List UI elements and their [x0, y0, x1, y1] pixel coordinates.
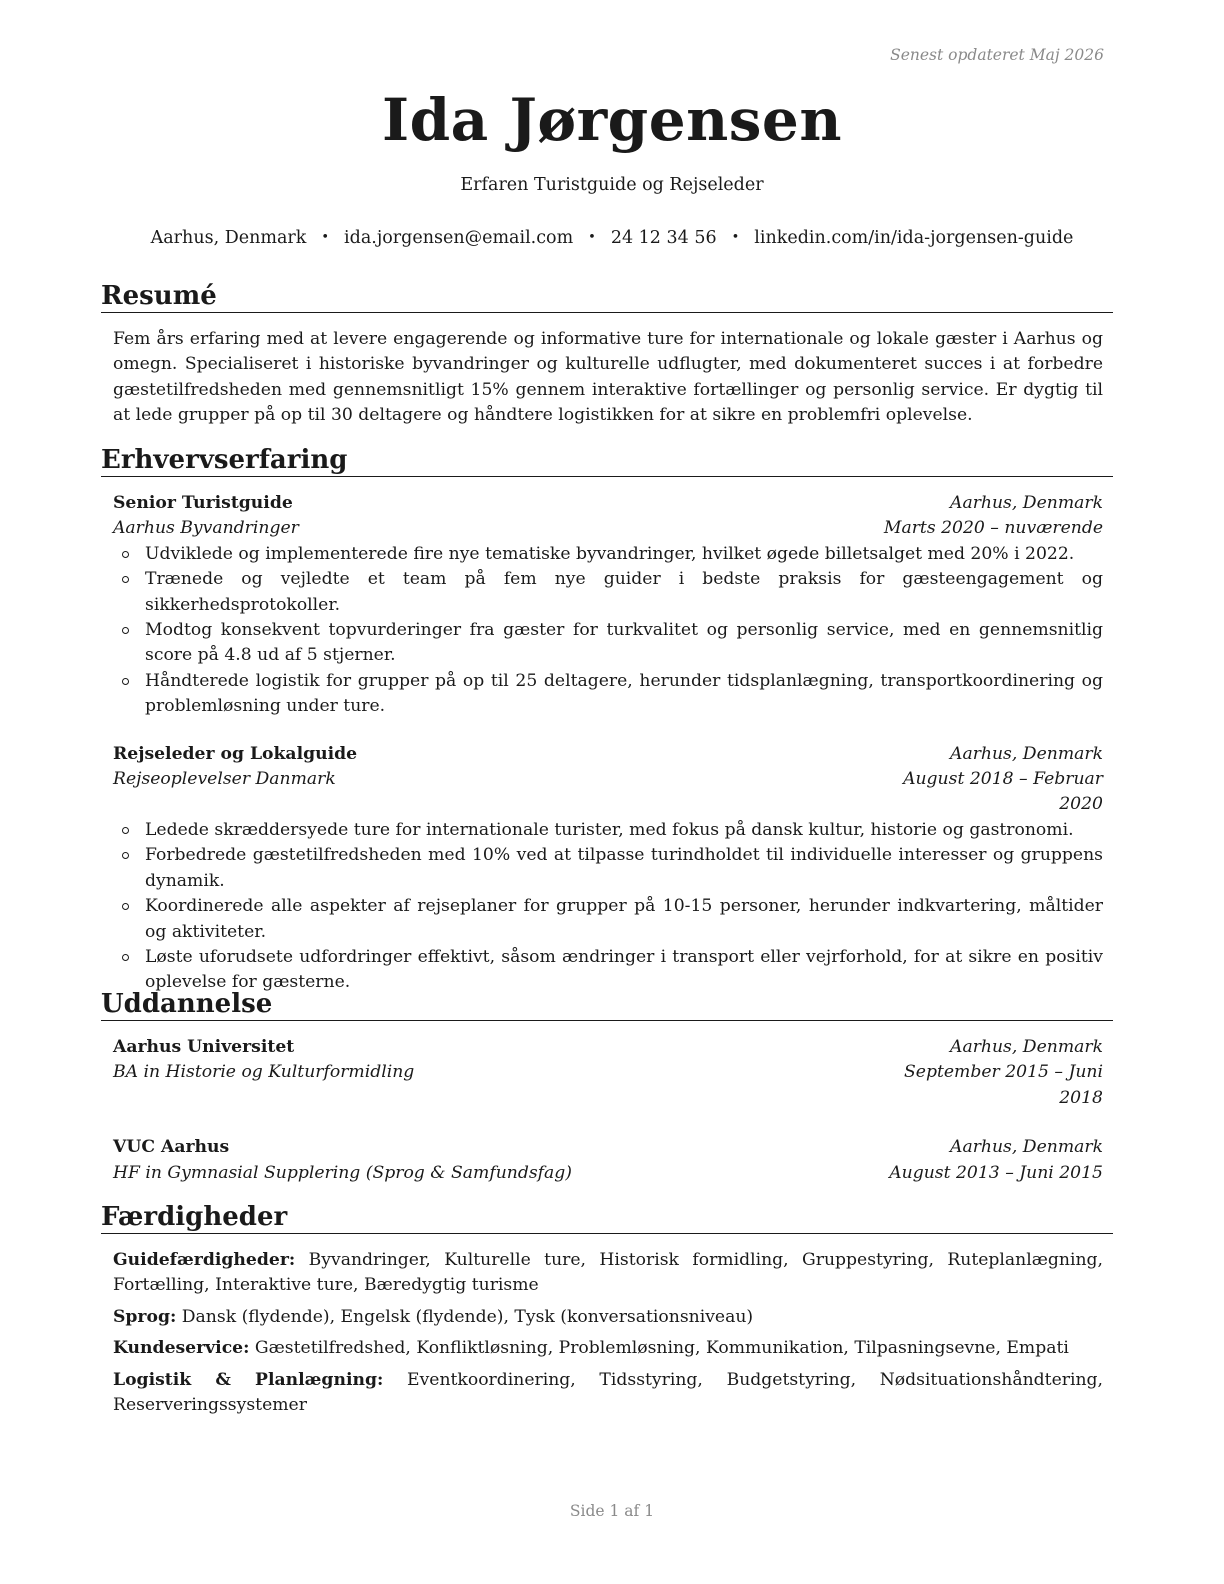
bullet-text: Håndterede logistik for grupper på op til 25 deltagere, herunder tidsplanlægning, transportkoordinering og problemløsning under ture.: [145, 670, 1103, 717]
skill-label: Kundeservice:: [113, 1338, 250, 1359]
skill-value: Byvandringer, Kulturelle ture, Historisk formidling, Gruppestyring, Ruteplanlægning, Fortælling, Interaktive ture, Bæredygtig turisme: [113, 1250, 1103, 1296]
job-location: Aarhus, Denmark: [950, 493, 1103, 513]
skill-label: Logistik & Planlægning:: [113, 1369, 384, 1390]
skill-label: Guidefærdigheder:: [113, 1250, 296, 1270]
section-title-experience: Erhvervserfaring: [101, 444, 1113, 477]
education-entry: [113, 1035, 1103, 1111]
summary-text: Fem års erfaring med at levere engagerende og informative ture for internationale og lokale gæster i Aarhus og omegn. Specialiseret i historiske byvandringer og kulturelle udflugter, med dokumenteret succes i at forbedre gæstetilfredsheden med gennemsnitligt 15% gennem interaktive fortællinger og personlig service. Er dygtig til at lede grupper på op til 30 deltagere og håndtere logistikken for at sikre en problemfri oplevelse.: [113, 329, 1103, 426]
skill-value: Dansk (flydende), Engelsk (flydende), Tysk (konversationsniveau): [181, 1306, 754, 1327]
job-bullets: [113, 542, 1103, 720]
job-entry: [113, 742, 1103, 996]
job-company: Rejseoplevelser Danmark: [113, 769, 336, 790]
job-dates: Marts 2020 – nuværende: [883, 518, 1103, 539]
education-section: [101, 988, 1113, 1186]
education-dates: September 2015 – Juni 2018: [904, 1062, 1103, 1108]
job-dates: August 2018 – Februar 2020: [903, 769, 1103, 815]
bullet-circle-icon: [122, 576, 129, 583]
bullet-text: Ledede skræddersyede ture for internationale turister, med fokus på dansk kultur, historie og gastronomi.: [145, 819, 1074, 840]
contact-line: [0, 228, 1224, 248]
bullet-circle-icon: [122, 627, 129, 634]
bullet-text: Koordinerede alle aspekter af rejseplaner for grupper på 10-15 personer, herunder indkvartering, måltider og aktiviteter.: [145, 896, 1103, 942]
last-updated: Senest opdateret Maj 2026: [890, 46, 1104, 64]
candidate-name: Ida Jørgensen: [382, 86, 842, 154]
section-title-education: Uddannelse: [101, 988, 1113, 1021]
skill-value: Eventkoordinering, Tidsstyring, Budgetstyring, Nødsituationshåndtering, Reserveringssystemer: [113, 1369, 1103, 1416]
list-item: [113, 618, 1103, 669]
bullet-circle-icon: [122, 827, 129, 834]
separator-dot: •: [321, 230, 330, 245]
bullet-text: Udviklede og implementerede fire nye tematiske byvandringer, hvilket øgede billetsalget med 20% i 2022.: [145, 543, 1075, 564]
bullet-text: Løste uforudsete udfordringer effektivt, såsom ændringer i transport eller vejrforhold, for at sikre en positiv oplevelse for gæsterne.: [145, 946, 1103, 993]
education-school: Aarhus Universitet: [113, 1037, 295, 1057]
skills-section: [101, 1201, 1113, 1418]
bullet-text: Forbedrede gæstetilfredsheden med 10% ved at tilpasse turindholdet til individuelle interesser og gruppens dynamik.: [145, 845, 1103, 891]
bullet-text: Modtog konsekvent topvurderinger fra gæster for turkvalitet og personlig service, med en gennemsnitlig score på 4.8 ud af 5 stjerner.: [145, 620, 1103, 666]
bullet-circle-icon: [122, 551, 129, 558]
job-bullets: [113, 818, 1103, 996]
candidate-title: Erfaren Turistguide og Rejseleder: [460, 175, 764, 195]
contact-location: Aarhus, Denmark: [150, 228, 307, 248]
education-dates: August 2013 – Juni 2015: [889, 1162, 1103, 1183]
job-company: Aarhus Byvandringer: [113, 518, 299, 539]
job-entry: [113, 491, 1103, 720]
list-item: [113, 567, 1103, 618]
list-item: [113, 542, 1103, 567]
job-location: Aarhus, Denmark: [950, 743, 1103, 764]
education-degree: BA in Historie og Kulturformidling: [113, 1062, 415, 1083]
list-item: [113, 818, 1103, 843]
contact-email[interactable]: ida.jorgensen@email.com: [344, 228, 574, 248]
page-number: Side 1 af 1: [569, 1502, 655, 1520]
list-item: [113, 894, 1103, 945]
skill-row: [113, 1305, 1103, 1330]
experience-section: [101, 444, 1113, 996]
bullet-circle-icon: [122, 852, 129, 859]
skill-row: [113, 1336, 1103, 1361]
job-role: Rejseleder og Lokalguide: [113, 743, 358, 764]
bullet-circle-icon: [122, 678, 129, 685]
section-title-skills: Færdigheder: [101, 1201, 1113, 1234]
section-title-summary: Resumé: [101, 280, 1113, 313]
skill-label: Sprog:: [113, 1306, 177, 1327]
bullet-circle-icon: [122, 954, 129, 961]
summary-section: [101, 280, 1113, 429]
skill-row: [113, 1368, 1103, 1419]
education-degree: HF in Gymnasial Supplering (Sprog & Samfundsfag): [113, 1162, 572, 1183]
contact-linkedin[interactable]: linkedin.com/in/ida-jorgensen-guide: [754, 228, 1074, 248]
skill-row: [113, 1248, 1103, 1299]
education-entry: [113, 1135, 1103, 1186]
separator-dot: •: [588, 230, 596, 245]
separator-dot: •: [731, 230, 740, 245]
list-item: [113, 843, 1103, 894]
bullet-circle-icon: [122, 903, 129, 910]
job-role: Senior Turistguide: [113, 493, 293, 513]
list-item: [113, 669, 1103, 720]
education-location: Aarhus, Denmark: [950, 1137, 1103, 1158]
education-location: Aarhus, Denmark: [950, 1037, 1103, 1057]
contact-phone: 24 12 34 56: [610, 228, 717, 248]
bullet-text: Trænede og vejledte et team på fem nye guider i bedste praksis for gæsteengagement og sikkerhedsprotokoller.: [145, 569, 1103, 615]
education-school: VUC Aarhus: [113, 1137, 230, 1158]
skill-value: Gæstetilfredshed, Konfliktløsning, Problemløsning, Kommunikation, Tilpasningsevne, Empati: [254, 1338, 1069, 1359]
